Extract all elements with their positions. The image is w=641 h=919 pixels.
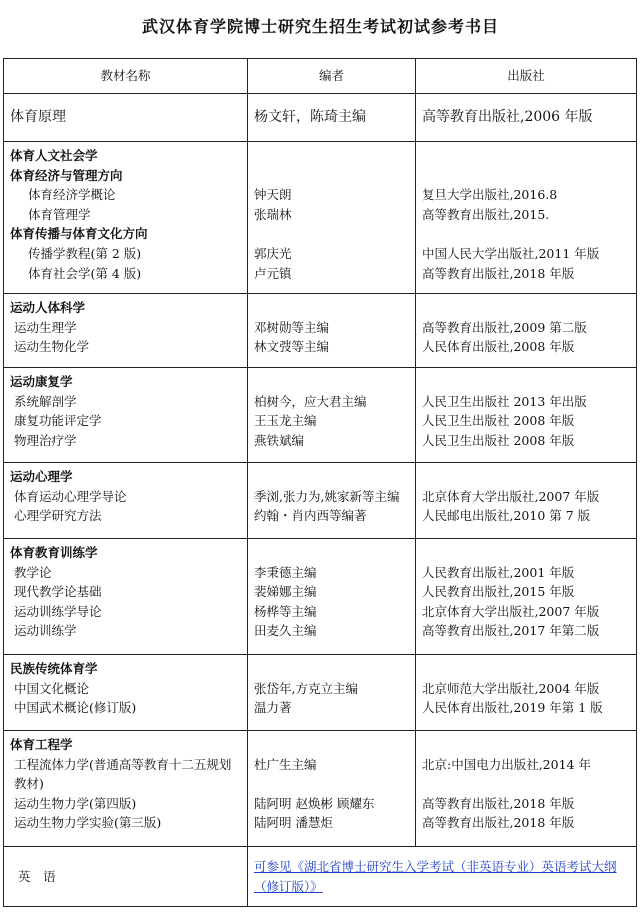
section-publisher-cell	[416, 463, 637, 539]
category-heading: 运动心理学	[10, 469, 73, 484]
section-name-cell	[4, 731, 248, 847]
book-publisher	[422, 166, 636, 186]
book-title: 传播学教程(第 2 版)	[28, 245, 142, 261]
book-title: 运动生物力学实验(第三版)	[14, 815, 162, 831]
book-author: 林文弢等主编	[254, 339, 330, 355]
book-title: 心理学研究方法	[14, 508, 102, 524]
category-heading: 民族传统体育学	[10, 661, 98, 676]
page-title: 武汉体育学院博士研究生招生考试初试参考书目	[141, 17, 499, 36]
book-author: 张瑞林	[254, 206, 292, 222]
english-syllabus-link[interactable]: 可参见《湖北省博士研究生入学考试（非英语专业）英语考试大纲（修订版）》	[254, 858, 617, 894]
book-title: 运动生理学	[14, 319, 77, 335]
section-row	[4, 731, 637, 847]
book-publisher: 中国人民大学出版社,2011 年版	[422, 245, 600, 261]
section-publisher-cell	[416, 294, 637, 368]
book-title: 运动训练学导论	[14, 603, 102, 619]
book-publisher: 高等教育出版社,2018 年版	[422, 265, 575, 281]
book-publisher	[422, 298, 636, 318]
header-author: 编者	[248, 59, 416, 94]
header-book-name: 教材名称	[4, 59, 248, 94]
book-title: 中国武术概论(修订版)	[14, 700, 137, 716]
book-author: 邓树勋等主编	[254, 319, 330, 335]
english-note-cell	[248, 847, 637, 907]
reference-book-table	[3, 58, 637, 907]
book-author: 陆阿明 潘慧炬	[254, 815, 333, 831]
category-heading: 体育教育训练学	[10, 545, 98, 560]
book-author	[254, 735, 415, 755]
book-publisher	[422, 735, 636, 755]
book-author: 杨文轩，陈琦主编	[254, 108, 366, 125]
book-author: 裴娣娜主编	[254, 584, 317, 600]
book-title: 体育原理	[10, 108, 66, 125]
book-title: 运动生物化学	[14, 339, 90, 355]
section-author-cell	[248, 731, 416, 847]
section-row	[4, 368, 637, 463]
book-author	[254, 166, 415, 186]
book-publisher	[422, 224, 636, 244]
book-author: 王玉龙主编	[254, 413, 317, 429]
section-row	[4, 294, 637, 368]
book-title: 中国文化概论	[14, 680, 90, 696]
section-author-cell	[248, 94, 416, 142]
section-name-cell	[4, 142, 248, 294]
book-author	[254, 298, 415, 318]
section-publisher-cell	[416, 655, 637, 731]
book-title: 体育运动心理学导论	[14, 488, 127, 504]
section-publisher-cell	[416, 731, 637, 847]
section-row	[4, 94, 637, 142]
book-title: 康复功能评定学	[14, 413, 102, 429]
book-author: 张岱年,方克立主编	[254, 680, 358, 696]
book-title: 体育管理学	[28, 206, 91, 222]
book-author: 约翰・肖内西等编著	[254, 508, 367, 524]
book-publisher: 人民教育出版社,2001 年版	[422, 564, 575, 580]
section-row	[4, 539, 637, 655]
book-publisher: 高等教育出版社,2018 年版	[422, 795, 575, 811]
section-row	[4, 142, 637, 294]
book-publisher: 人民卫生出版社 2013 年出版	[422, 393, 587, 409]
book-author	[254, 543, 415, 563]
book-author: 田麦久主编	[254, 623, 317, 639]
book-publisher: 复旦大学出版社,2016.8	[422, 187, 558, 203]
book-publisher: 高等教育出版社,2015.	[422, 206, 550, 222]
section-author-cell	[248, 463, 416, 539]
book-publisher: 高等教育出版社,2017 年第二版	[422, 623, 600, 639]
section-name-cell	[4, 94, 248, 142]
section-author-cell	[248, 142, 416, 294]
book-author	[254, 146, 415, 166]
book-author	[254, 467, 415, 487]
book-author	[254, 224, 415, 244]
category-heading: 运动康复学	[10, 374, 73, 389]
header-publisher: 出版社	[416, 59, 637, 94]
book-publisher: 人民体育出版社,2019 年第 1 版	[422, 700, 603, 716]
english-row	[4, 847, 637, 907]
book-publisher: 北京体育大学出版社,2007 年版	[422, 603, 600, 619]
book-title: 体育社会学(第 4 版)	[28, 265, 142, 281]
section-name-cell	[4, 655, 248, 731]
table-header-row	[4, 59, 637, 94]
section-name-cell	[4, 368, 248, 463]
section-name-cell	[4, 463, 248, 539]
book-author: 杜广生主编	[254, 756, 317, 772]
book-publisher: 人民卫生出版社 2008 年版	[422, 413, 575, 429]
book-publisher: 北京:中国电力出版社,2014 年	[422, 756, 591, 772]
book-publisher: 高等教育出版社,2018 年版	[422, 815, 575, 831]
english-label: 英 语	[18, 868, 56, 884]
book-author: 季浏,张力为,姚家新等主编	[254, 488, 400, 504]
section-row	[4, 655, 637, 731]
book-author: 温力著	[254, 700, 292, 716]
book-publisher	[422, 543, 636, 563]
category-heading: 体育传播与体育文化方向	[10, 226, 148, 242]
book-publisher: 北京体育大学出版社,2007 年版	[422, 488, 600, 504]
book-author: 钟天朗	[254, 187, 292, 203]
book-title: 体育经济学概论	[28, 187, 116, 203]
book-publisher: 北京师范大学出版社,2004 年版	[422, 680, 600, 696]
book-title: 现代教学论基础	[14, 584, 102, 600]
section-publisher-cell	[416, 539, 637, 655]
book-author	[254, 372, 415, 392]
book-author: 卢元镇	[254, 265, 292, 281]
book-title: 运动训练学	[14, 623, 77, 639]
book-author: 郭庆光	[254, 245, 292, 261]
section-publisher-cell	[416, 142, 637, 294]
category-heading: 体育工程学	[10, 737, 73, 752]
section-author-cell	[248, 655, 416, 731]
book-publisher: 高等教育出版社,2006 年版	[422, 108, 593, 125]
book-publisher: 人民邮电出版社,2010 第 7 版	[422, 508, 591, 524]
book-publisher: 人民体育出版社,2008 年版	[422, 339, 575, 355]
book-publisher	[422, 467, 636, 487]
book-publisher: 人民卫生出版社 2008 年版	[422, 432, 575, 448]
book-author: 杨桦等主编	[254, 603, 317, 619]
section-name-cell	[4, 294, 248, 368]
book-publisher	[422, 659, 636, 679]
section-publisher-cell	[416, 368, 637, 463]
book-author: 李秉德主编	[254, 564, 317, 580]
section-row	[4, 463, 637, 539]
book-author: 柏树今，应大君主编	[254, 393, 367, 409]
book-publisher	[422, 146, 636, 166]
section-author-cell	[248, 294, 416, 368]
book-publisher: 高等教育出版社,2009 第二版	[422, 319, 587, 335]
category-heading: 运动人体科学	[10, 300, 86, 315]
book-publisher	[422, 372, 636, 392]
section-author-cell	[248, 539, 416, 655]
book-title: 教学论	[14, 564, 52, 580]
book-title: 物理治疗学	[14, 432, 77, 448]
book-publisher: 人民教育出版社,2015 年版	[422, 584, 575, 600]
category-heading: 体育经济与管理方向	[10, 167, 123, 183]
english-label-cell	[4, 847, 248, 907]
book-author	[254, 659, 415, 679]
book-title: 工程流体力学(普通高等教育十二五规划教材)	[14, 756, 232, 792]
category-heading: 体育人文社会学	[10, 148, 98, 163]
section-publisher-cell	[416, 94, 637, 142]
book-author: 陆阿明 赵焕彬 顾耀东	[254, 795, 375, 811]
book-title: 系统解剖学	[14, 393, 77, 409]
book-title: 运动生物力学(第四版)	[14, 795, 137, 811]
section-author-cell	[248, 368, 416, 463]
section-name-cell	[4, 539, 248, 655]
book-author: 燕铁斌编	[254, 432, 305, 448]
